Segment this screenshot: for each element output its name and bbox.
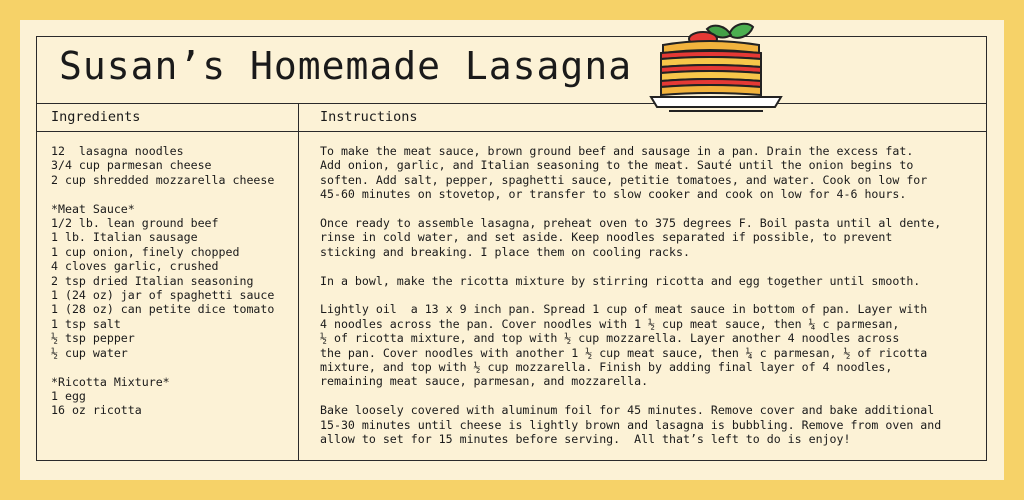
instructions-body: [320, 144, 980, 461]
instructions-header: Instructions: [320, 109, 418, 125]
instruction-paragraph: To make the meat sauce, brown ground beef and sausage in a pan. Drain the excess fat. Add onion, garlic, and Italian seasoning to the meat. Sauté until the onion begins to soften. Add salt, pepper, spaghetti sauce, petitie tomatoes, and water. Cook on low for 45-60 minutes on stovetop, or transfer to slow cooker and cook on low for 4-6 hours.: [320, 144, 928, 202]
header-divider: [37, 131, 986, 132]
ingredients-list: 12 lasagna noodles 3/4 cup parmesan cheese 2 cup shredded mozzarella cheese *Meat Sauce* 1/2 lb. lean ground beef 1 lb. Italian sausage 1 cup onion, finely chopped 4 cloves garlic, crushed 2 tsp dried Italian seasoning 1 (24 oz) jar of spaghetti sauce 1 (28 oz) can petite dice tomato 1 tsp salt ½ tsp pepper ½ cup water *Ricotta Mixture* 1 egg 16 oz ricotta: [51, 144, 275, 418]
instruction-paragraph: In a bowl, make the ricotta mixture by stirring ricotta and egg together until smooth.: [320, 273, 921, 288]
column-divider: [298, 103, 299, 461]
title-row: [37, 37, 986, 104]
recipe-card: [20, 20, 1004, 480]
lasagna-icon: [649, 21, 783, 121]
instruction-paragraph: Once ready to assemble lasagna, preheat oven to 375 degrees F. Boil pasta until al dente, rinse in cold water, and set aside. Keep noodles separated if possible, to prevent sticking and breaking. I place them on cooling racks.: [320, 216, 942, 259]
page-title: Susan’s Homemade Lasagna: [59, 44, 633, 88]
recipe-frame: [36, 36, 987, 461]
instruction-paragraph: Lightly oil a 13 x 9 inch pan. Spread 1 cup of meat sauce in bottom of pan. Layer with 4 noodles across the pan. Cover noodles with 1 ½ cup meat sauce, then ¼ c parmesan, ½ of ricotta mixture, and top with ½ cup mozzarella. Layer another 4 noodles across the pan. Cover noodles with another 1 ½ cup meat sauce, then ¼ c parmesan, ½ of ricotta mixture, and top with ½ cup mozzarella. Finish by adding final layer of 4 noodles, remaining meat sauce, parmesan, and mozzarella.: [320, 302, 928, 389]
instruction-paragraph: Bake loosely covered with aluminum foil for 45 minutes. Remove cover and bake additional 15-30 minutes until cheese is lightly brown and lasagna is bubbling. Remove from oven and allow to set for 15 minutes before serving. All that’s left to do is enjoy!: [320, 403, 942, 447]
ingredients-header: Ingredients: [51, 109, 141, 125]
